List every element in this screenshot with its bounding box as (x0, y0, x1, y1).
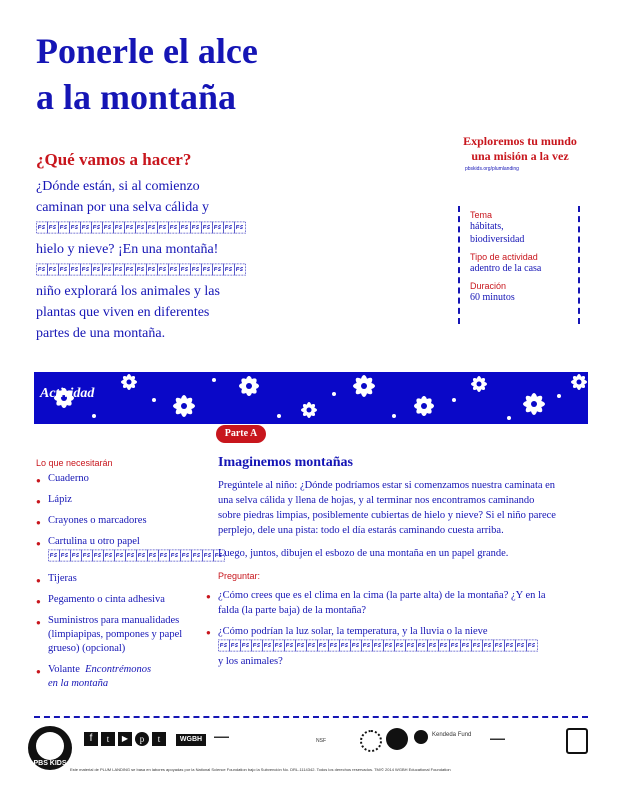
partner-logo-circle (360, 730, 382, 752)
banner-title: Actividad (40, 386, 95, 401)
needs-item-label: Cartulina u otro papel (48, 536, 140, 547)
needs-item-label: Suministros para manualidades (limpiapipas, pompones y papel grueso) (opcional) (48, 615, 183, 654)
volante-title: Encontrémonos (85, 664, 152, 675)
activity-body (206, 478, 558, 675)
tema-value-line: biodiversidad (470, 234, 525, 245)
list-item (36, 572, 206, 586)
needs-item-label: Cuaderno (48, 473, 89, 484)
bullet-icon: ● (206, 592, 211, 601)
youtube-icon[interactable]: ▶ (118, 732, 132, 746)
intro-line-garbled (36, 263, 245, 277)
list-item (36, 535, 224, 565)
footer-divider (34, 716, 588, 718)
list-item (36, 593, 206, 607)
volante-title: en la montaña (48, 678, 109, 689)
pbs-kids-label: PBS KIDS (33, 760, 67, 767)
bullet-icon: ● (36, 476, 41, 485)
list-item (36, 514, 206, 528)
sidebar-heading (452, 134, 588, 164)
duracion-label: Duración (470, 281, 507, 291)
bullet-icon: ● (36, 618, 41, 627)
kendeda-logo (414, 730, 428, 744)
list-item (36, 472, 206, 486)
title-line-2: a la montaña (36, 77, 237, 117)
list-item (36, 614, 206, 656)
list-item (36, 493, 206, 507)
tema-value-line: hábitats, (470, 221, 504, 232)
social-icons (84, 732, 166, 746)
floral-banner (34, 372, 588, 424)
sidebar-heading-line-2: una misión a la vez (471, 149, 569, 163)
activity-heading: Imaginemos montañas (218, 455, 353, 470)
needs-heading: Lo que necesitarán (36, 458, 113, 468)
needs-item-label: Volante (48, 664, 80, 675)
needs-item-label: Pegamento o cinta adhesiva (48, 594, 165, 605)
bullet-icon: ● (36, 539, 41, 548)
pinterest-icon[interactable]: p (135, 732, 149, 746)
sidebar-url-link[interactable]: pbskids.org/plumlanding (465, 166, 519, 172)
intro-line: hielo y nieve? ¡En una montaña! (36, 242, 219, 257)
partner-logo-filled (386, 728, 408, 750)
facebook-icon[interactable]: f (84, 732, 98, 746)
cpb-shield-icon (566, 728, 588, 754)
title-line-1: Ponerle el alce (36, 31, 258, 71)
question-text-garbled (218, 639, 537, 653)
intro-line: partes de una montaña. (36, 326, 166, 341)
bullet-icon: ● (36, 576, 41, 585)
list-item (36, 663, 206, 691)
preguntar-label: Preguntar: (218, 571, 261, 581)
nsf-label: NSF (316, 738, 326, 744)
needs-item-label: Lápiz (48, 494, 72, 505)
duracion-value: 60 minutos (470, 292, 515, 303)
page-title (36, 28, 366, 120)
bullet-icon: ● (206, 628, 211, 637)
bullet-icon: ● (36, 497, 41, 506)
flower-pattern (34, 372, 588, 424)
partner-caption: ▬▬▬ (490, 736, 505, 742)
parte-a-badge: Parte A (216, 425, 266, 443)
tema-value (470, 220, 568, 246)
wgbh-caption: ▬▬▬ (214, 734, 229, 740)
question-item (206, 624, 558, 669)
footer-credits: Este material de PLUM LANDING se basa en labores apoyadas por la National Science Foundation bajo la Subvención No. DRL-1114342. Todos los derechos reservados. TM/© 2014 WGBH Educational Foundation (70, 767, 451, 772)
tipo-value: adentro de la casa (470, 263, 542, 274)
activity-paragraph: Pregúntele al niño: ¿Dónde podríamos estar si comenzamos nuestra caminata en una selva cálida y llena de hojas, y al terminar nos encontramos caminando sobre piedras limpias, posiblemente cubiertas de hielo y nieve? Si el niño parece perplejo, dele una pista: todo el día estarás caminando cuesta arriba. (218, 480, 556, 536)
activity-info-box (458, 206, 580, 324)
intro-text (36, 176, 406, 344)
needs-item-garbled (48, 549, 224, 563)
section-heading: ¿Qué vamos a hacer? (36, 150, 192, 169)
intro-line: plantas que viven en diferentes (36, 305, 210, 320)
bullet-icon: ● (36, 597, 41, 606)
needs-item-label: Tijeras (48, 573, 77, 584)
intro-line-garbled (36, 221, 245, 235)
tipo-label: Tipo de actividad (470, 252, 538, 262)
bullet-icon: ● (36, 667, 41, 676)
question-text: y los animales? (218, 656, 283, 667)
pbs-kids-logo (28, 726, 72, 770)
question-text: ¿Cómo crees que es el clima en la cima (la parte alta) de la montaña? ¿Y en la falda (la parte baja) de la montaña? (218, 590, 546, 616)
needs-list (36, 472, 224, 698)
activity-paragraph: Luego, juntos, dibujen el esbozo de una montaña en un papel grande. (218, 548, 509, 559)
twitter-icon[interactable]: t (101, 732, 115, 746)
tumblr-icon[interactable]: t (152, 732, 166, 746)
bullet-icon: ● (36, 518, 41, 527)
wgbh-logo: WGBH (176, 734, 206, 746)
kendeda-label: Kendeda Fund (432, 732, 472, 738)
sidebar-heading-line-1: Exploremos tu mundo (463, 134, 577, 148)
needs-item-label: Crayones o marcadores (48, 515, 147, 526)
intro-line: caminan por una selva cálida y (36, 200, 209, 215)
question-item (206, 588, 558, 618)
tema-label: Tema (470, 210, 493, 220)
question-text: ¿Cómo podrían la luz solar, la temperatura, y la lluvia o la nieve (218, 626, 488, 637)
intro-line: ¿Dónde están, si al comienzo (36, 179, 200, 194)
intro-line: niño explorará los animales y las (36, 284, 220, 299)
